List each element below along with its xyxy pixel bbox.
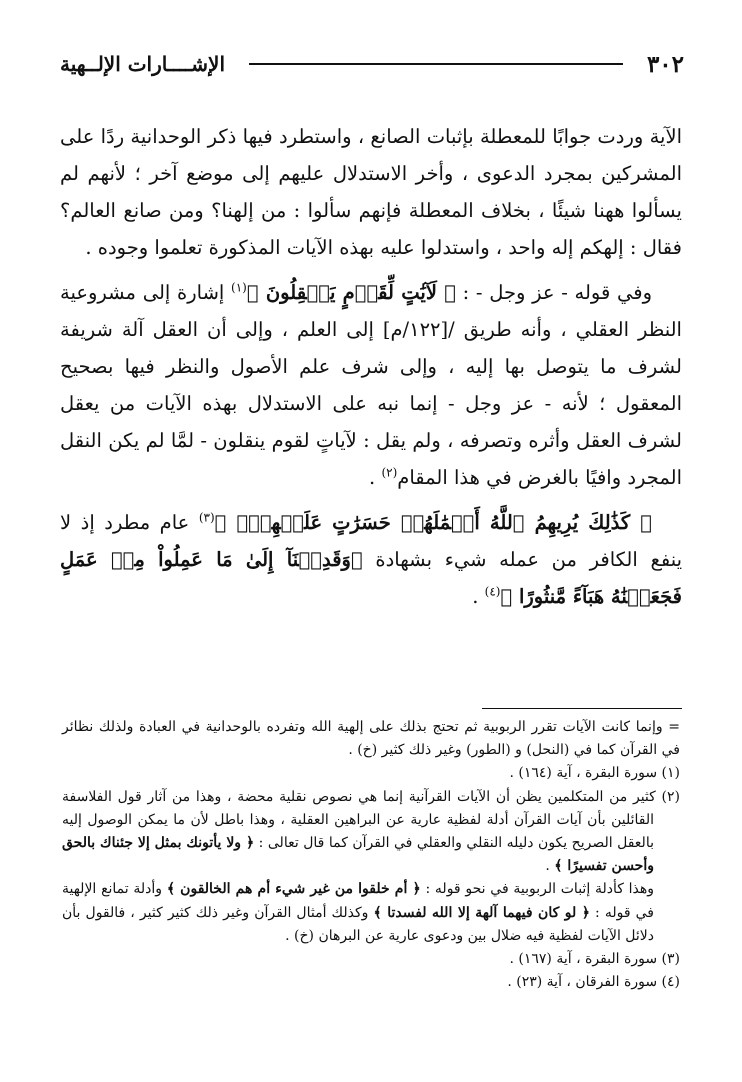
footnote-ref: (١) bbox=[231, 280, 247, 295]
footnote-2: (٢) كثير من المتكلمين يظن أن الآيات القرآنية إنما هي نصوص نقلية محضة ، وهذا من آثار قول الفلاسفة القائلين بأن آيات القرآن أدلة لفظية عارية عن البراهين العقلية ، وهذا باطل لأن ما يمكن الوصول إليه بالعقل الصريح يكون دليله النقلي والعقلي في القرآن كما قال تعالى : ﴿ ولا يأتونك بمثل إلا جئناك بالحق وأحسن تفسيرًا ﴾ . bbox=[62, 788, 680, 875]
p2-intro: وفي قوله - عز وجل - : bbox=[455, 281, 652, 304]
footnote-3: (٣) سورة البقرة ، آية (١٦٧) . bbox=[509, 951, 680, 968]
paragraph-1: الآية وردت جوابًا للمعطلة بإثبات الصانع ، واستطرد فيها ذكر الوحدانية ردًا على المشركين بمجرد الدعوى ، وأخر الاستدلال عليهم إلى موضع آخر ؛ لأنهم لم يسألوا ههنا شيئًا ، بخلاف المعطلة فإنهم سألوا : من إلهنا؟ ومن صانع العالم؟ فقال : إلهكم إله واحد ، واستدلوا عليه بهذه الآيات المذكورة تعلموا وجوده . bbox=[60, 125, 682, 259]
footnote-continued: = وإنما كانت الآيات تقرر الربوبية ثم تحتج بذلك على إلهية الله وتفرده بالوحدانية في العبادة ولذلك نظائر في القرآن كما في (النحل) و (الطور) وغير ذلك كثير (خ) . bbox=[62, 719, 680, 759]
footnote-separator bbox=[482, 708, 682, 709]
footnote-ref: (٢) bbox=[381, 465, 398, 480]
p3-end: . bbox=[472, 585, 485, 608]
page-number: ٣٠٢ bbox=[646, 50, 684, 78]
paragraph-2 bbox=[60, 274, 682, 496]
p3-text: عام مطرد إذ لا ينفع الكافر من عمله شيء بشهادة bbox=[60, 511, 683, 571]
footnote-ref: (٣) bbox=[198, 510, 215, 525]
footnote-2-continued: وهذا كأدلة إثبات الربوبية في نحو قوله : ﴿ أم خلقوا من غير شيء أم هم الخالقون ﴾ وأدلة تمانع الإلهية في قوله : ﴿ لو كان فيهما آلهة إلا الله لفسدتا ﴾ وكذلك أمثال القرآن وغير ذلك كثير كثير ، فالقول بأن دلائل الآيات لفظية فيه ضلال بين ودعوى عارية عن البرهان (خ) . bbox=[62, 881, 655, 944]
footnote-1: (١) سورة البقرة ، آية (١٦٤) . bbox=[509, 765, 680, 782]
main-text bbox=[60, 118, 682, 615]
header-rule bbox=[249, 63, 623, 65]
page-header bbox=[60, 44, 684, 84]
quran-verse: ﴿وَقَدِمۡنَآ إِلَىٰ مَا عَمِلُواْ مِنۡ عَمَلٍ فَجَعَلۡنَٰهُ هَبَآءً مَّنثُورًا ﴾ bbox=[60, 548, 682, 608]
quran-verse: ﴿ أم خلقوا من غير شيء أم هم الخالقون ﴾ bbox=[166, 881, 421, 898]
p2-end: . bbox=[369, 466, 382, 489]
footnotes bbox=[62, 716, 680, 994]
footnote-4: (٤) سورة الفرقان ، آية (٢٣) . bbox=[507, 974, 680, 991]
quran-verse: ﴿ ولا يأتونك بمثل إلا جئناك بالحق وأحسن تفسيرًا ﴾ bbox=[62, 835, 654, 875]
p2-text: إشارة إلى مشروعية النظر العقلي ، وأنه طريق /[١٢٢/م] إلى العلم ، وإلى أن العقل آلة شريفة لشرف ما يتوصل بها إليه ، وإلى شرف علم الأصول والنظر فيها بصحيح المعقول ؛ لأنه - عز وجل - إنما نبه على الاستدلال بهذه الآيات من يعقل لشرف العقل وأثره وتصرفه ، ولم يقل : لآياتٍ لقوم ينقلون - لمَّا لم يكن النقل المجرد وافيًا بالغرض في هذا المقام bbox=[60, 281, 682, 489]
quran-verse: ﴿ لَآيَٰتٍ لِّقَوۡمٍ يَعۡقِلُونَ ﴾ bbox=[246, 281, 456, 304]
quran-verse: ﴿ لو كان فيهما آلهة إلا الله لفسدتا ﴾ bbox=[373, 904, 590, 921]
paragraph-3 bbox=[60, 504, 682, 615]
quran-verse: ﴿ كَذَٰلِكَ يُرِيهِمُ ٱللَّهُ أَعۡمَٰلَهُمۡ حَسَرَٰتٍ عَلَيۡهِمۡۖ ﴾ bbox=[214, 511, 652, 534]
footnote-ref: (٤) bbox=[484, 584, 501, 599]
running-title: الإشــــارات الإلــهية bbox=[60, 52, 226, 76]
